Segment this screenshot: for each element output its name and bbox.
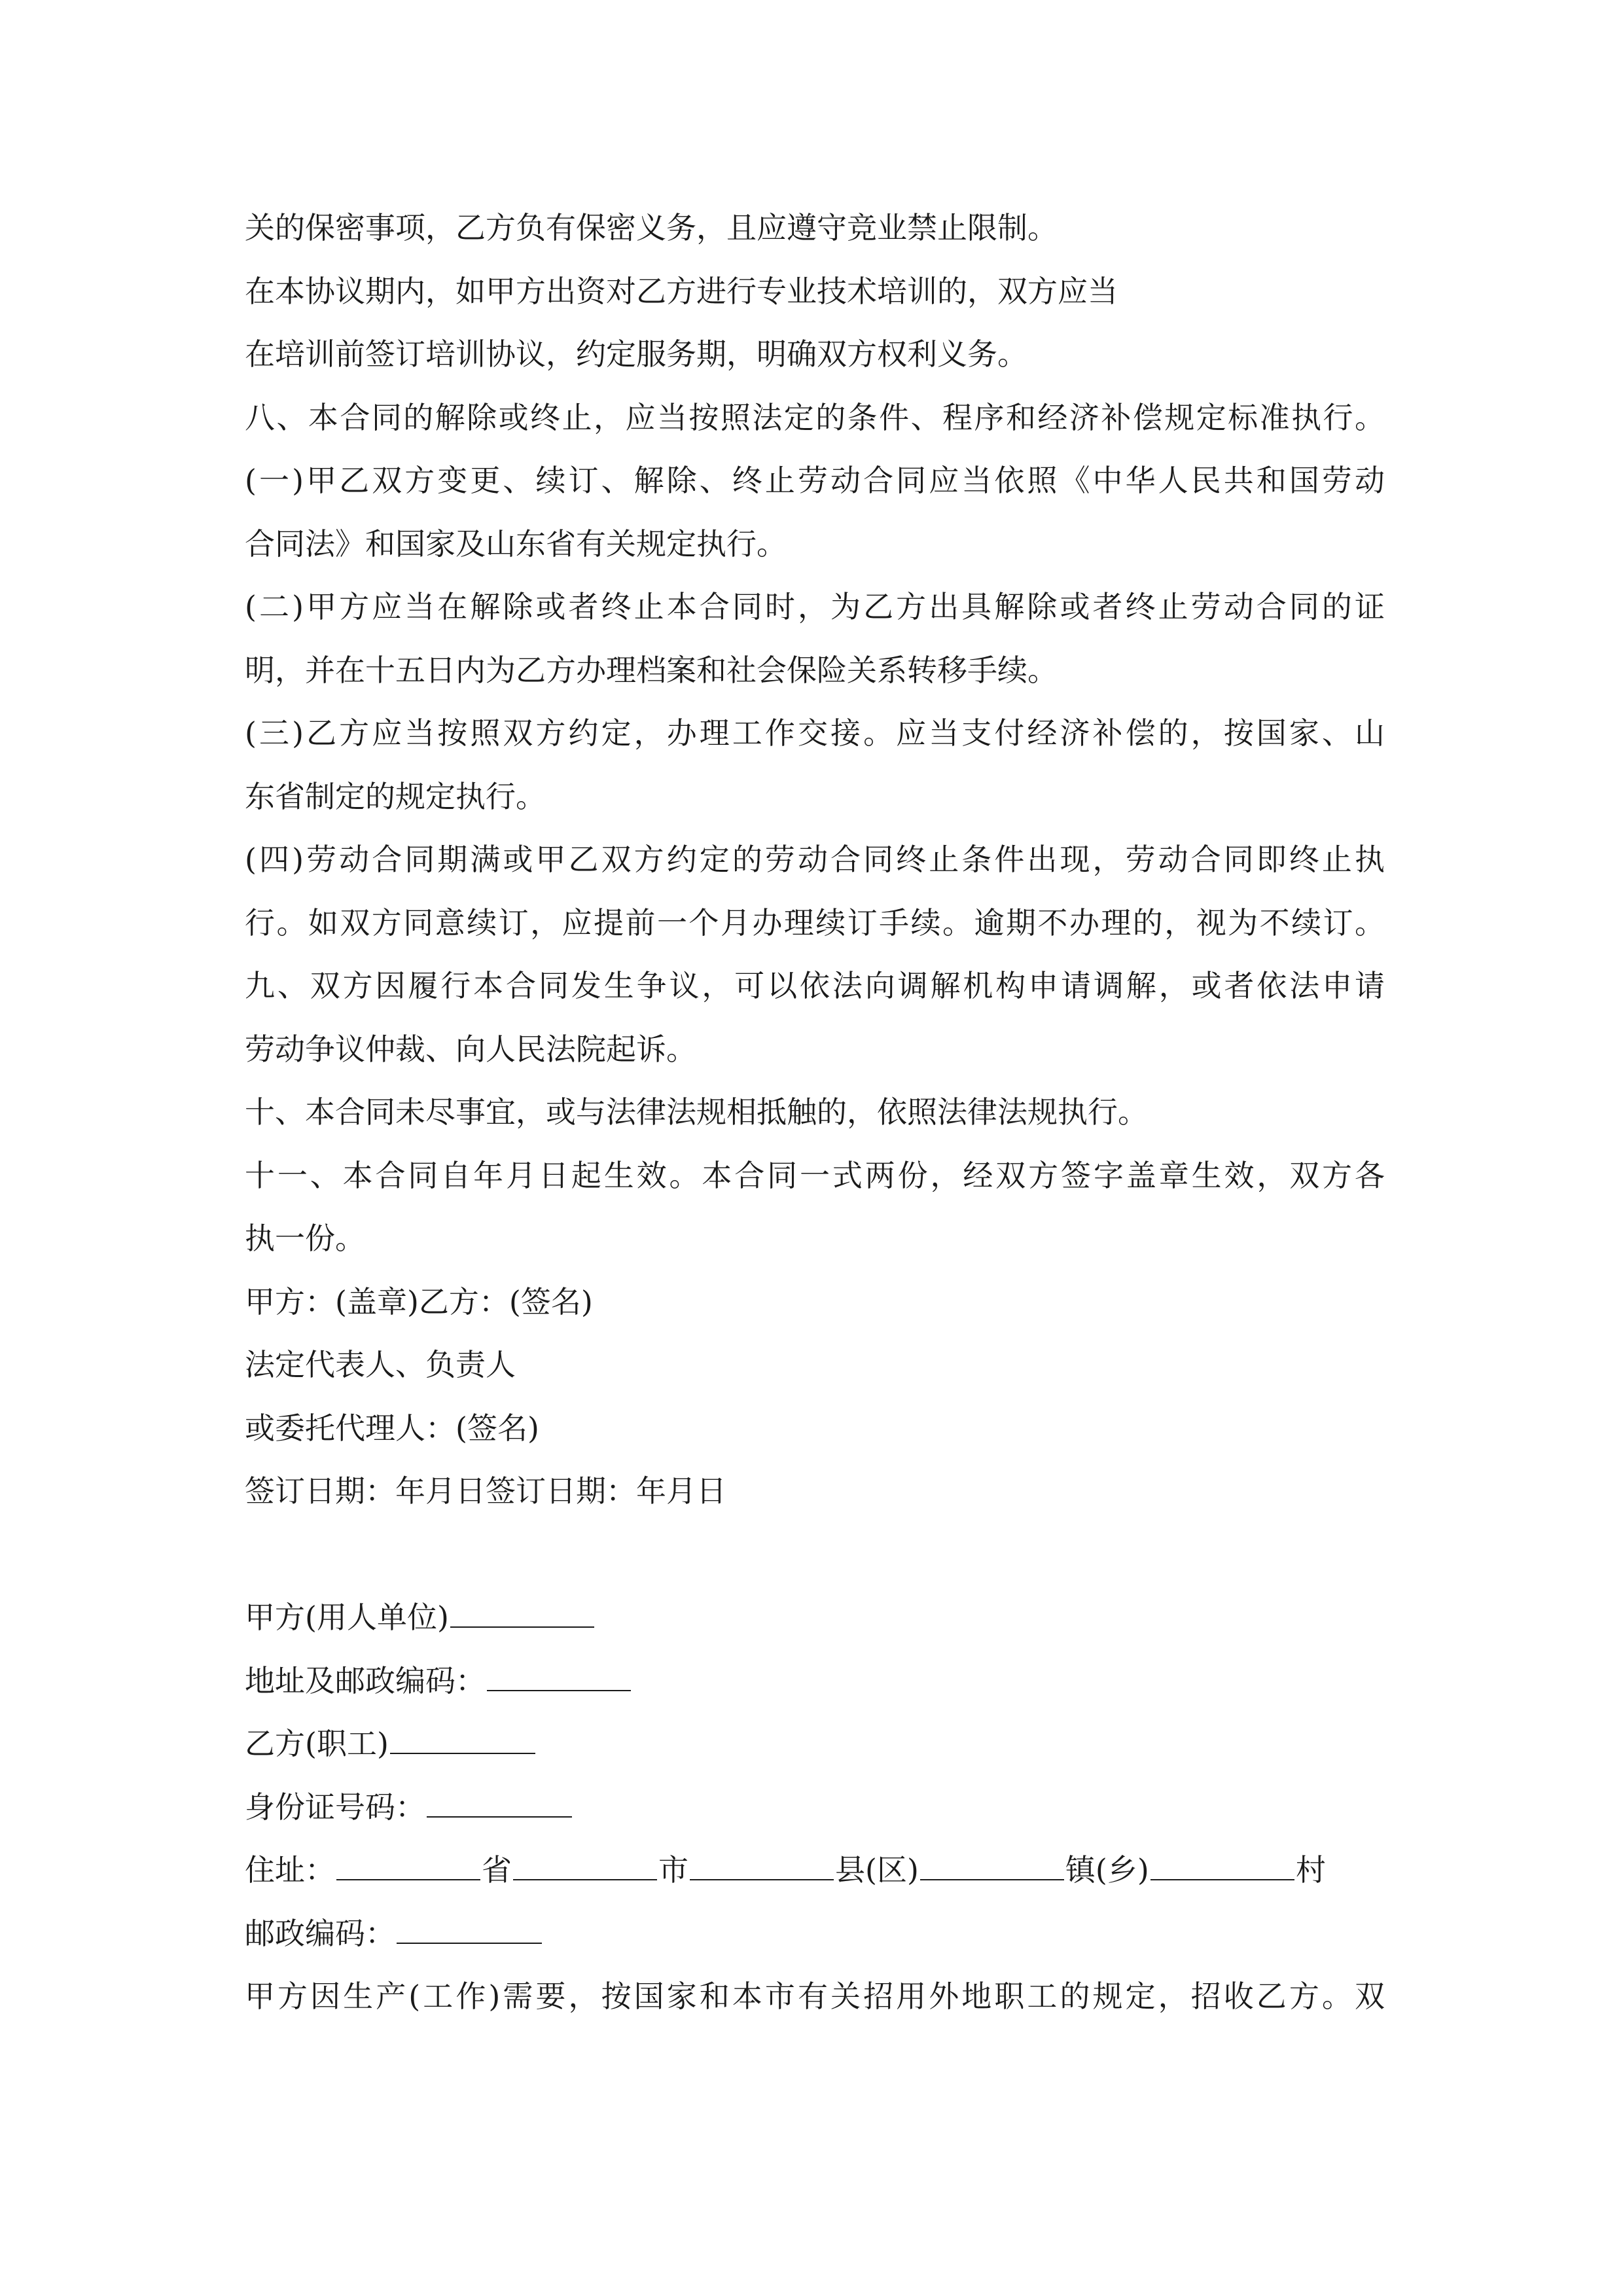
- employer-field-row: [245, 1586, 1385, 1649]
- clause-8-1-line2: 合同法》和国家及山东省有关规定执行。: [245, 526, 787, 562]
- clause-training-line2: 在培训前签订培训协议，约定服务期，明确双方权利义务。: [245, 336, 1027, 372]
- employee-field-row: [245, 1712, 1385, 1776]
- signature-date: 签订日期：年月日签订日期：年月日: [245, 1473, 726, 1509]
- recruitment-intro: 甲方因生产(工作)需要，按国家和本市有关招用外地职工的规定，招收乙方。双: [245, 1979, 1385, 2014]
- town-label: 镇(乡): [1065, 1852, 1149, 1888]
- signature-parties: 甲方：(盖章)乙方：(签名): [245, 1283, 593, 1319]
- address-postcode-blank[interactable]: [487, 1664, 631, 1691]
- postcode-row: [245, 1902, 1385, 1965]
- residence-row: [245, 1839, 1385, 1902]
- clause-8-3-line1: (三)乙方应当按照双方约定，办理工作交接。应当支付经济补偿的，按国家、山: [245, 715, 1385, 751]
- employer-label: 甲方(用人单位): [245, 1600, 449, 1635]
- city-label: 市: [658, 1852, 688, 1888]
- clause-8-2-line2: 明，并在十五日内为乙方办理档案和社会保险关系转移手续。: [245, 652, 1058, 688]
- employee-label: 乙方(职工): [245, 1726, 389, 1761]
- id-number-blank[interactable]: [427, 1790, 572, 1818]
- clause-8-2-line1: (二)甲方应当在解除或者终止本合同时，为乙方出具解除或者终止劳动合同的证: [245, 589, 1385, 624]
- clause-9-line1: 九、双方因履行本合同发生争议，可以依法向调解机构申请调解，或者依法申请: [245, 968, 1385, 1003]
- postcode-blank[interactable]: [397, 1916, 542, 1944]
- employee-blank[interactable]: [390, 1727, 535, 1754]
- signature-legal-rep: 法定代表人、负责人: [245, 1347, 516, 1382]
- clause-11-line2: 执一份。: [245, 1221, 365, 1256]
- clause-8-3-line2: 东省制定的规定执行。: [245, 778, 546, 814]
- county-label: 县(区): [835, 1852, 919, 1888]
- clause-confidentiality-end: 关的保密事项，乙方负有保密义务，且应遵守竞业禁止限制。: [245, 210, 1058, 245]
- residence-label: 住址：: [245, 1852, 335, 1888]
- village-label: 村: [1295, 1852, 1326, 1888]
- clause-11-line1: 十一、本合同自年月日起生效。本合同一式两份，经双方签字盖章生效，双方各: [245, 1157, 1385, 1193]
- province-label: 省: [482, 1852, 512, 1888]
- town-blank[interactable]: [920, 1853, 1064, 1880]
- contract-body: [245, 196, 1385, 2028]
- id-number-row: [245, 1776, 1385, 1839]
- address-postcode-row: [245, 1649, 1385, 1713]
- signature-agent: 或委托代理人：(签名): [245, 1410, 539, 1446]
- section-gap: [245, 1523, 1385, 1587]
- village-blank[interactable]: [1150, 1853, 1294, 1880]
- county-blank[interactable]: [690, 1853, 834, 1880]
- city-blank[interactable]: [513, 1853, 657, 1880]
- clause-8-1-line1: (一)甲乙双方变更、续订、解除、终止劳动合同应当依照《中华人民共和国劳动: [245, 463, 1385, 498]
- postcode-label: 邮政编码：: [245, 1915, 395, 1951]
- clause-10: 十、本合同未尽事宜，或与法律法规相抵触的，依照法律法规执行。: [245, 1094, 1148, 1130]
- id-number-label: 身份证号码：: [245, 1789, 425, 1825]
- clause-8-4-line1: (四)劳动合同期满或甲乙双方约定的劳动合同终止条件出现，劳动合同即终止执: [245, 842, 1385, 877]
- clause-8-4-line2: 行。如双方同意续订，应提前一个月办理续订手续。逾期不办理的，视为不续订。: [245, 905, 1385, 941]
- address-postcode-label: 地址及邮政编码：: [245, 1662, 486, 1698]
- clause-training-line1: 在本协议期内，如甲方出资对乙方进行专业技术培训的，双方应当: [245, 273, 1118, 309]
- province-blank[interactable]: [336, 1853, 480, 1880]
- employer-blank[interactable]: [450, 1600, 594, 1628]
- clause-8-title: 八、本合同的解除或终止，应当按照法定的条件、程序和经济补偿规定标准执行。: [245, 399, 1385, 435]
- clause-9-line2: 劳动争议仲裁、向人民法院起诉。: [245, 1031, 696, 1067]
